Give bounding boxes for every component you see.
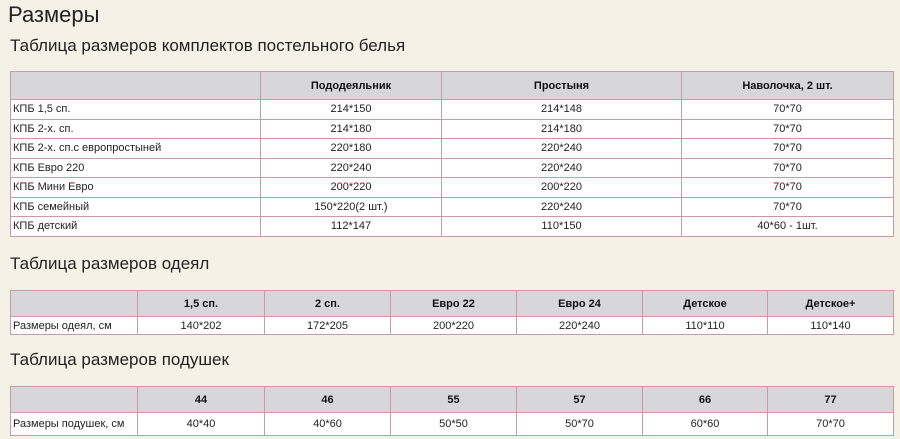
table-cell: 220*240	[442, 158, 682, 178]
table-cell: 70*70	[682, 100, 894, 120]
row-label: КПБ Мини Евро	[11, 178, 261, 198]
table-cell: 200*220	[442, 178, 682, 198]
column-header: Простыня	[442, 72, 682, 100]
table-cell: 220*240	[442, 197, 682, 217]
column-header: Наволочка, 2 шт.	[682, 72, 894, 100]
column-header: 1,5 сп.	[138, 291, 265, 317]
row-label: Размеры одеял, см	[11, 317, 138, 335]
table-cell: 40*60	[265, 413, 391, 436]
table-cell: 50*70	[517, 413, 643, 436]
row-label: КПБ семейный	[11, 197, 261, 217]
column-header: Детское+	[768, 291, 894, 317]
column-header: Детское	[643, 291, 768, 317]
blanket-size-table	[10, 290, 894, 335]
table-cell: 50*50	[391, 413, 517, 436]
table-cell: 70*70	[682, 139, 894, 159]
table-row	[11, 413, 894, 436]
row-label: КПБ детский	[11, 217, 261, 237]
table-cell: 60*60	[643, 413, 768, 436]
table-cell: 214*148	[442, 100, 682, 120]
table-cell: 220*240	[517, 317, 643, 335]
bedding-table-title: Таблица размеров комплектов постельного белья	[10, 36, 406, 55]
table-cell: 220*240	[442, 139, 682, 159]
table-cell: 70*70	[682, 119, 894, 139]
table-cell: 70*70	[682, 158, 894, 178]
table-row	[11, 100, 894, 120]
table-cell: 214*150	[261, 100, 442, 120]
page-title: Размеры	[8, 2, 100, 27]
column-header: Пододеяльник	[261, 72, 442, 100]
column-header: 77	[768, 387, 894, 413]
column-header	[11, 387, 138, 413]
row-label: Размеры подушек, см	[11, 413, 138, 436]
table-cell: 172*205	[265, 317, 391, 335]
row-label: КПБ 1,5 сп.	[11, 100, 261, 120]
table-cell: 200*220	[391, 317, 517, 335]
table-row	[11, 317, 894, 335]
table-cell: 110*150	[442, 217, 682, 237]
table-cell: 220*240	[261, 158, 442, 178]
table-cell: 214*180	[261, 119, 442, 139]
column-header: 2 сп.	[265, 291, 391, 317]
row-label: КПБ Евро 220	[11, 158, 261, 178]
column-header: 46	[265, 387, 391, 413]
row-label: КПБ 2-х. сп.	[11, 119, 261, 139]
table-cell: 214*180	[442, 119, 682, 139]
table-header-row	[11, 387, 894, 413]
table-row	[11, 119, 894, 139]
pillows-table-title: Таблица размеров подушек	[10, 350, 229, 369]
column-header: Евро 24	[517, 291, 643, 317]
table-cell: 112*147	[261, 217, 442, 237]
column-header: 44	[138, 387, 265, 413]
table-cell: 70*70	[682, 178, 894, 198]
row-label: КПБ 2-х. сп.с европростыней	[11, 139, 261, 159]
blankets-table-title: Таблица размеров одеял	[10, 254, 210, 273]
column-header: 57	[517, 387, 643, 413]
table-cell: 150*220(2 шт.)	[261, 197, 442, 217]
table-header-row	[11, 72, 894, 100]
column-header	[11, 291, 138, 317]
bedding-size-table	[10, 71, 894, 237]
table-row	[11, 197, 894, 217]
table-row	[11, 217, 894, 237]
table-header-row	[11, 291, 894, 317]
table-row	[11, 139, 894, 159]
column-header: Евро 22	[391, 291, 517, 317]
table-cell: 220*180	[261, 139, 442, 159]
column-header	[11, 72, 261, 100]
table-cell: 140*202	[138, 317, 265, 335]
column-header: 55	[391, 387, 517, 413]
table-cell: 70*70	[768, 413, 894, 436]
table-cell: 40*60 - 1шт.	[682, 217, 894, 237]
table-cell: 70*70	[682, 197, 894, 217]
table-cell: 40*40	[138, 413, 265, 436]
table-cell: 110*140	[768, 317, 894, 335]
pillow-size-table	[10, 386, 894, 436]
table-row	[11, 178, 894, 198]
table-cell: 200*220	[261, 178, 442, 198]
column-header: 66	[643, 387, 768, 413]
table-cell: 110*110	[643, 317, 768, 335]
table-row	[11, 158, 894, 178]
